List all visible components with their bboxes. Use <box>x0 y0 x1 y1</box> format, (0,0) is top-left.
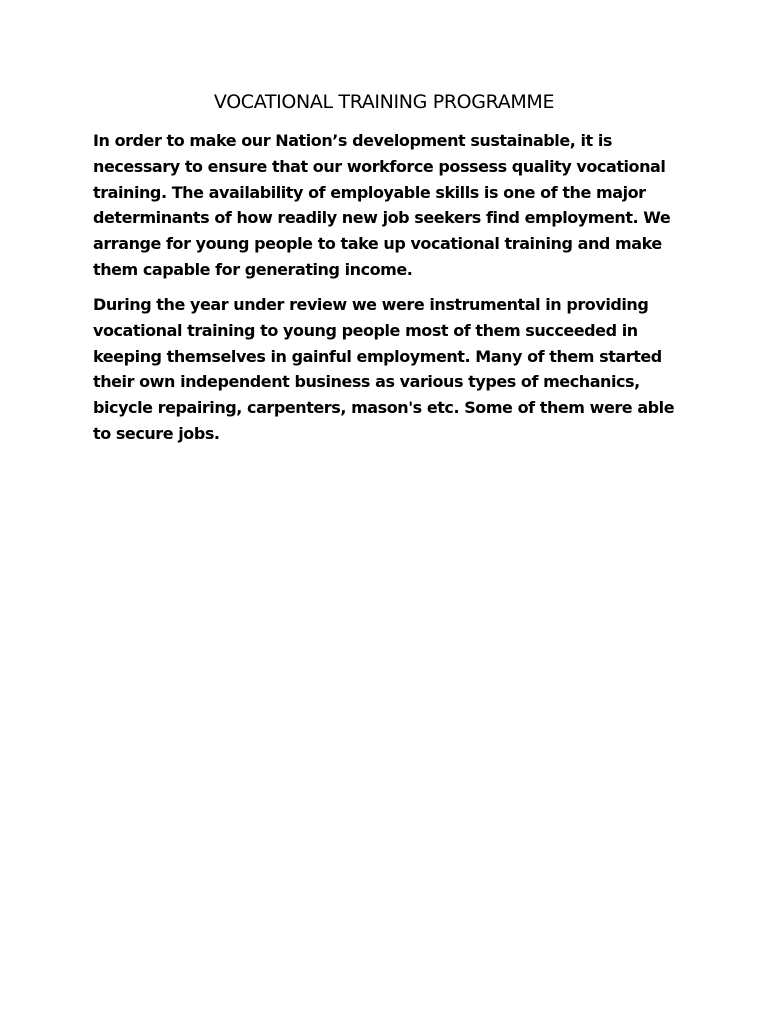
paragraph-line: keeping themselves in gainful employment. Many of them started <box>93 346 662 366</box>
paragraph-line: vocational training to young people most of them succeeded in <box>93 320 638 340</box>
paragraph-year-review <box>93 292 683 447</box>
paragraph-line: to secure jobs. <box>93 423 220 443</box>
paragraph-line: necessary to ensure that our workforce possess quality vocational <box>93 156 666 176</box>
paragraph-line: In order to make our Nation’s development sustainable, it is <box>93 131 612 150</box>
paragraph-introduction <box>93 128 683 283</box>
paragraph-line: their own independent business as various types of mechanics, <box>93 372 640 392</box>
paragraph-line: During the year under review we were instrumental in providing <box>93 295 649 314</box>
paragraph-line: bicycle repairing, carpenters, mason's etc. Some of them were able <box>93 398 675 418</box>
paragraph-line: them capable for generating income. <box>93 259 413 279</box>
document-title: VOCATIONAL TRAINING PROGRAMME <box>213 91 555 113</box>
paragraph-line: training. The availability of employable skills is one of the major <box>93 182 646 202</box>
paragraph-line: determinants of how readily new job seekers find employment. We <box>93 208 671 228</box>
paragraph-line: arrange for young people to take up vocational training and make <box>93 234 662 254</box>
